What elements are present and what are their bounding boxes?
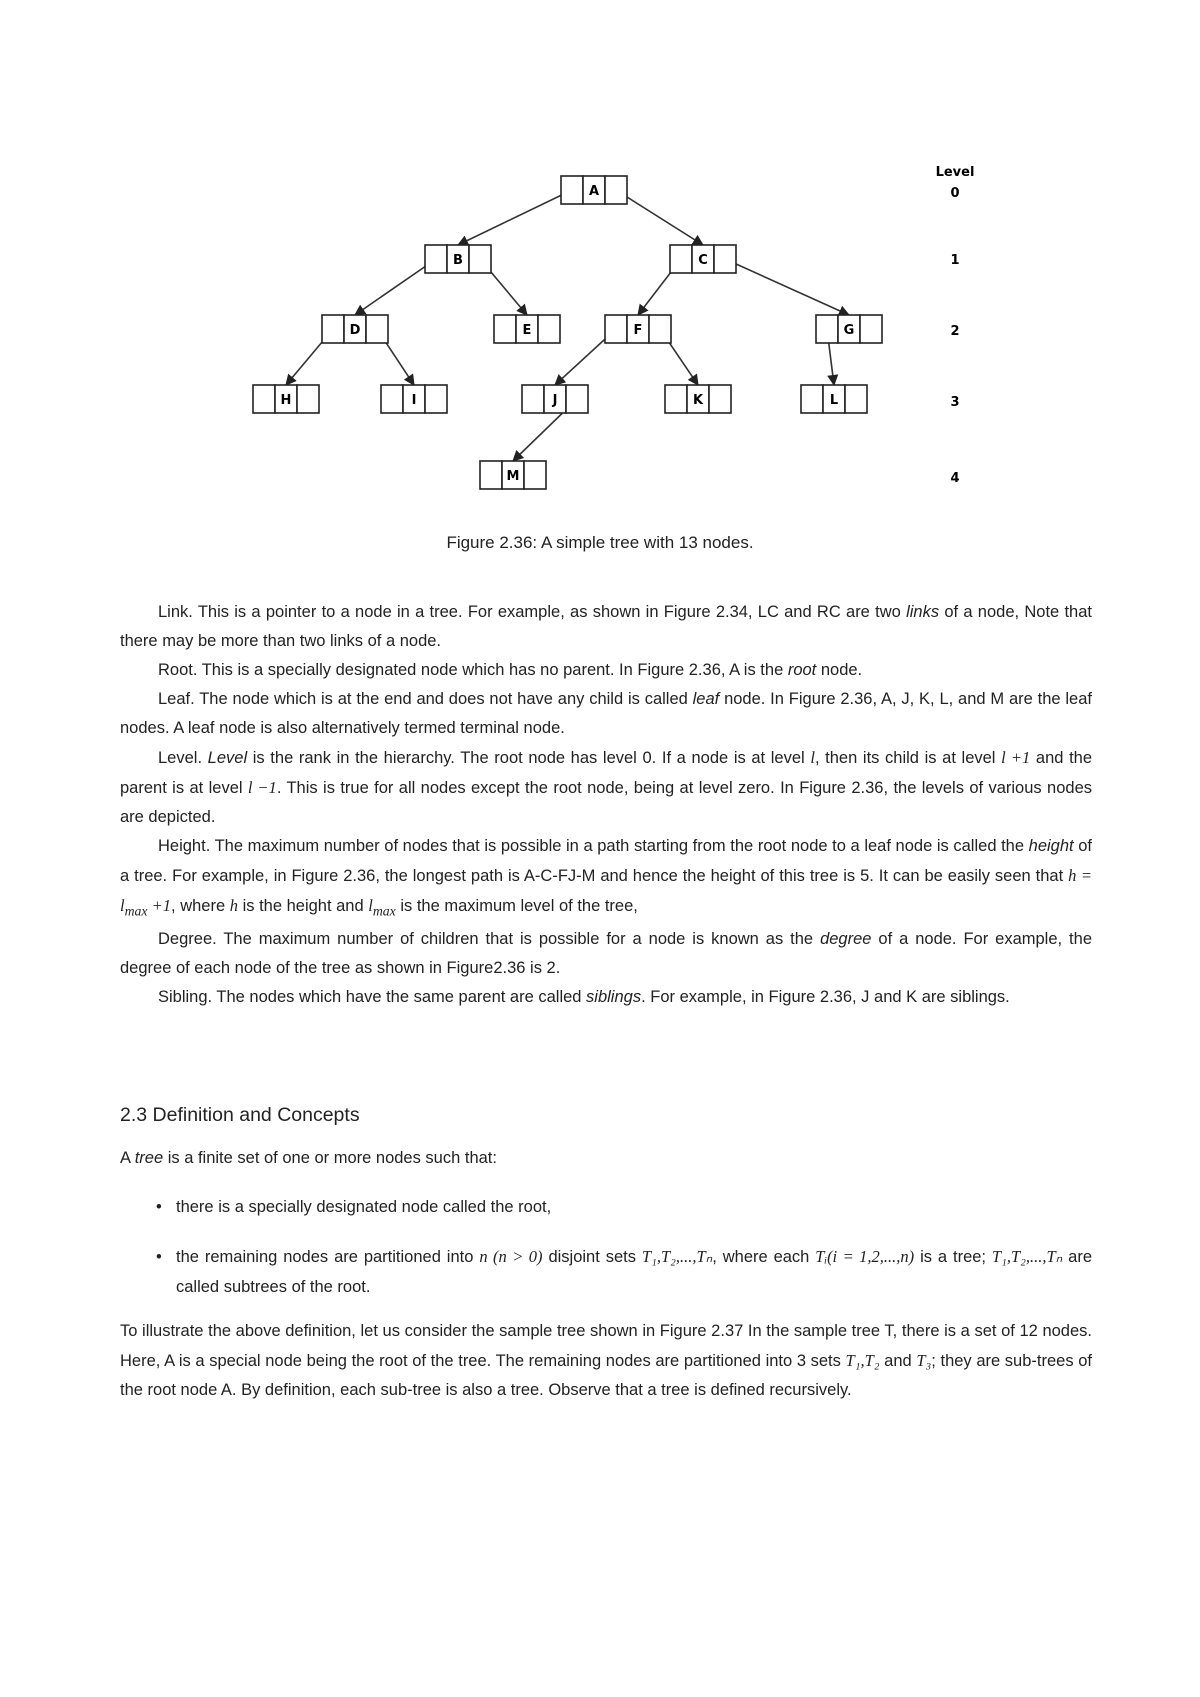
level-number-1: 1 <box>950 253 960 268</box>
svg-text:F: F <box>633 323 643 338</box>
bullet-item: • there is a specially designated node called the root, <box>120 1192 1092 1222</box>
tree-edge-b-d <box>355 259 436 315</box>
tree-node-m <box>480 461 546 489</box>
bullet-icon: • <box>156 1198 162 1216</box>
section-heading: 2.3 Definition and Concepts <box>120 1104 360 1126</box>
tree-node-k <box>665 385 731 413</box>
svg-text:G: G <box>843 323 855 338</box>
svg-text:E: E <box>522 323 532 338</box>
tree-node-d <box>322 315 388 343</box>
term-sibling: Sibling. The nodes which have the same parent are called siblings. For example, in Figure 2.36, J and K are siblings. <box>158 988 1010 1007</box>
level-number-4: 4 <box>950 471 960 486</box>
svg-text:A: A <box>588 184 600 199</box>
svg-text:B: B <box>453 253 463 268</box>
tree-node-h <box>253 385 319 413</box>
level-number-3: 3 <box>950 395 960 410</box>
tree-diagram <box>0 0 1200 520</box>
tree-edge-a-c <box>616 190 703 245</box>
figure-caption: Figure 2.36: A simple tree with 13 nodes. <box>446 533 754 552</box>
tree-node-a <box>561 176 627 204</box>
bullet-icon: • <box>156 1248 162 1266</box>
svg-text:H: H <box>280 393 292 408</box>
definition-bullets <box>120 1192 1092 1322</box>
term-definitions <box>120 598 1092 1012</box>
tree-node-c <box>670 245 736 273</box>
term-level: Level. Level is the rank in the hierarchy. The root node has level 0. If a node is at level l, then its child is at level l +1 and the parent is at level l −1. This is true for all nodes except the root node, being at level zero. In Figure 2.36, the levels of various nodes are depicted. <box>120 748 1093 826</box>
svg-text:C: C <box>698 253 708 268</box>
level-number-0: 0 <box>950 186 960 201</box>
level-header: Level <box>935 165 975 180</box>
tree-node-e <box>494 315 560 343</box>
term-link: Link. This is a pointer to a node in a tree. For example, as shown in Figure 2.34, LC and RC are two links of a node, Note that there may be more than two links of a node. <box>120 603 1092 650</box>
tree-node-i <box>381 385 447 413</box>
svg-text:M: M <box>506 469 520 484</box>
svg-text:D: D <box>349 323 361 338</box>
tree-node-j <box>522 385 588 413</box>
tree-edge-a-b <box>458 190 572 245</box>
level-number-2: 2 <box>950 324 960 339</box>
term-degree: Degree. The maximum number of children that is possible for a node is known as the degree of a node. For example, the degree of each node of the tree as shown in Figure2.36 is 2. <box>120 930 1092 978</box>
tree-node-f <box>605 315 671 343</box>
term-root: Root. This is a specially designated node which has no parent. In Figure 2.36, A is the root node. <box>158 661 863 679</box>
tree-node-l <box>801 385 867 413</box>
tree-edge-c-g <box>725 259 849 315</box>
svg-text:L: L <box>829 393 839 408</box>
term-leaf: Leaf. The node which is at the end and does not have any child is called leaf node. In Figure 2.36, A, J, K, L, and M are the leaf nodes. A leaf node is also alternatively termed terminal node. <box>120 690 1092 737</box>
tree-node-g <box>816 315 882 343</box>
svg-text:I: I <box>411 393 417 408</box>
illustration-paragraph: To illustrate the above definition, let us consider the sample tree shown in Figure 2.37 In the sample tree T, there is a set of 12 nodes. Here, A is a special node being the root of the tree. The remaining nodes are partitioned into 3 sets T₁,T₂ and T₃; they are sub-trees of the root node A. By definition, each sub-tree is also a tree. Observe that a tree is defined recursively. <box>120 1322 1092 1399</box>
svg-text:K: K <box>692 393 704 408</box>
definition-intro: A tree is a finite set of one or more nodes such that: <box>120 1149 497 1167</box>
tree-node-b <box>425 245 491 273</box>
svg-text:J: J <box>552 393 558 408</box>
bullet-item: • the remaining nodes are partitioned into n (n > 0) disjoint sets T₁,T₂,...,Tₙ, where each Tᵢ(i = 1,2,...,n) is a tree; T₁,T₂,...,Tₙ are called subtrees of the root. <box>120 1242 1092 1302</box>
term-height: Height. The maximum number of nodes that is possible in a path starting from the root node to a leaf node is called the height of a tree. For example, in Figure 2.36, the longest path is A-C-FJ-M and hence the height of this tree is 5. It can be easily seen that $h = l_{max} +1$, where h is the height and $l_{max}$ is the maximum level of the tree, <box>120 837 1092 919</box>
